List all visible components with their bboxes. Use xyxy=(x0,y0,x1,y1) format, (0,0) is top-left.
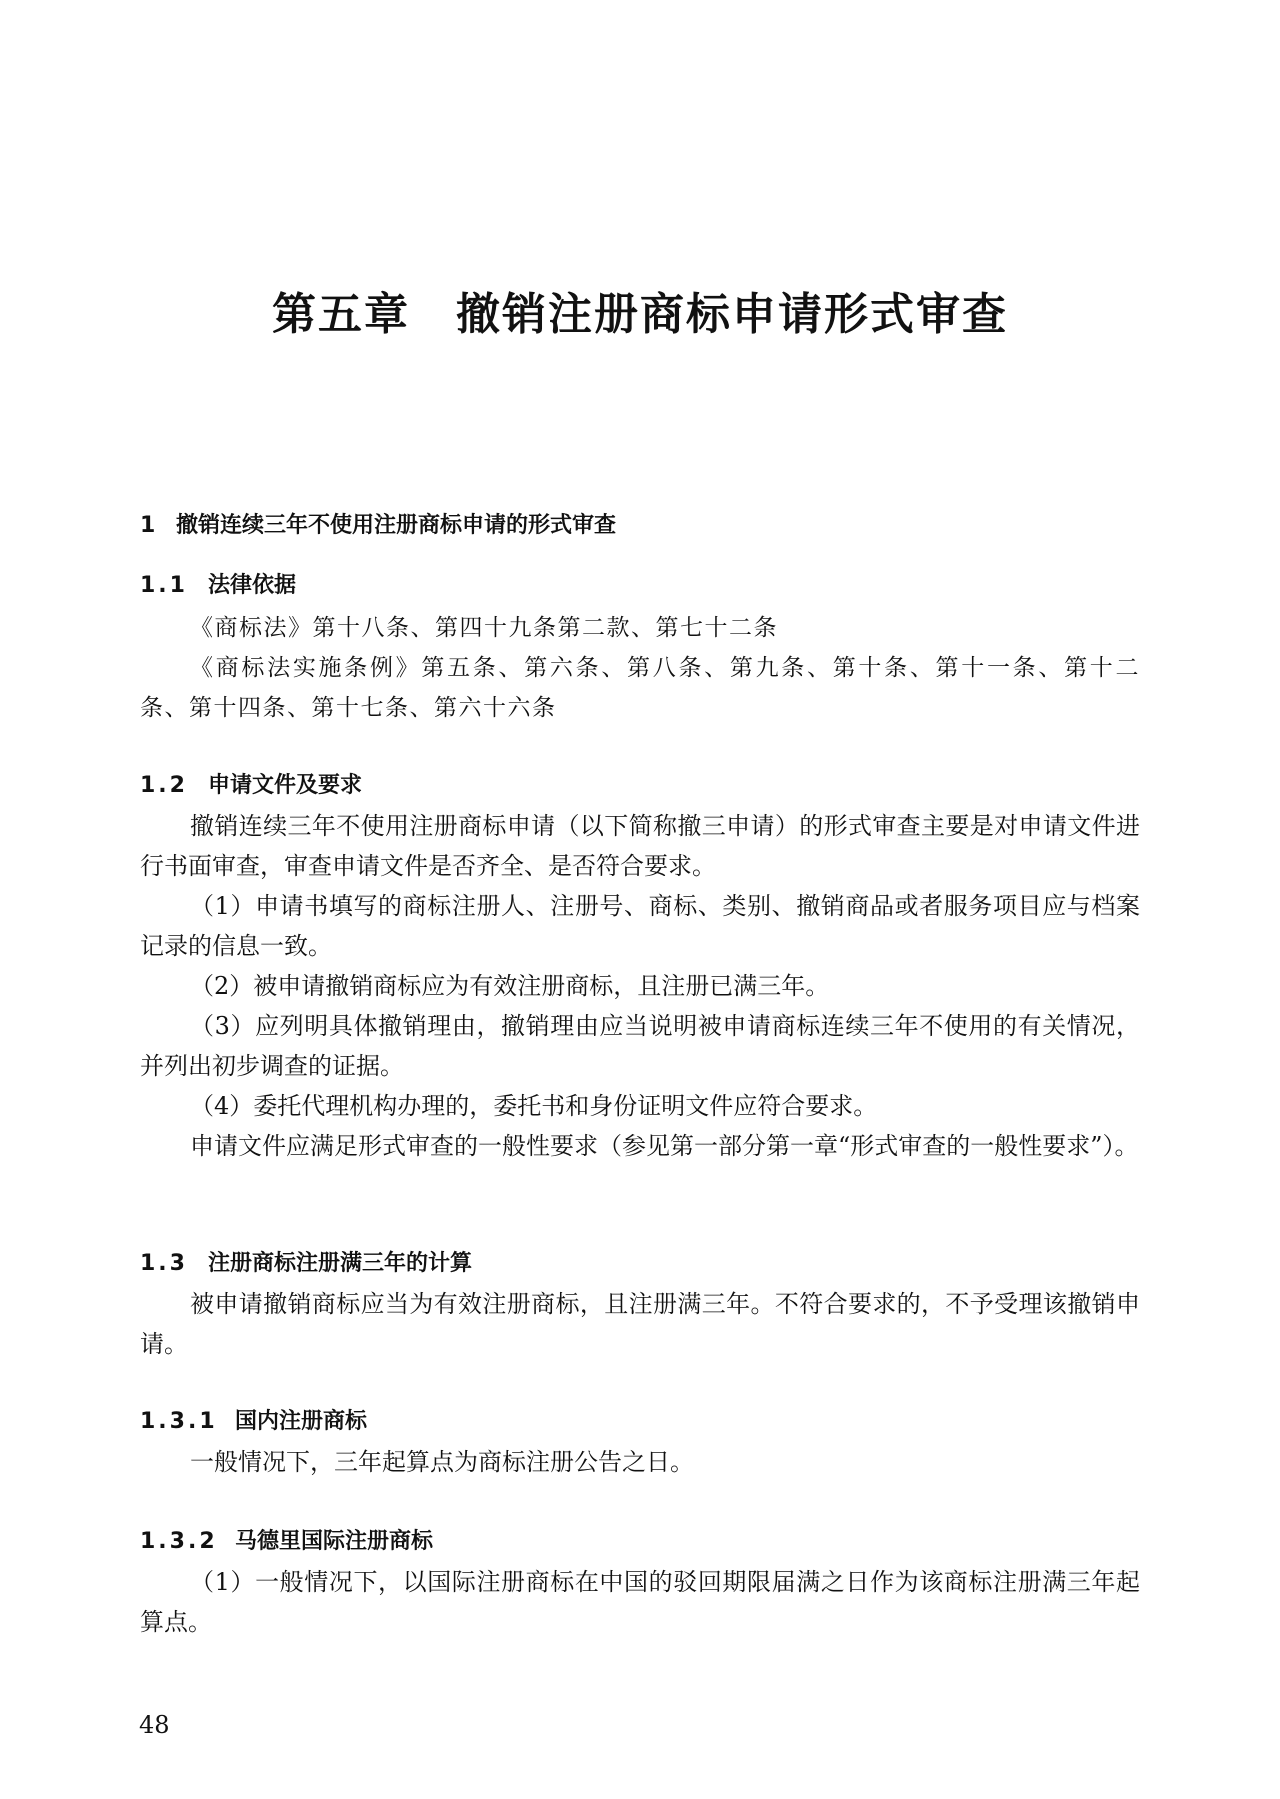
paragraph: （3）应列明具体撤销理由，撤销理由应当说明被申请商标连续三年不使用的有关情况，并列出初步调查的证据。 xyxy=(140,1012,1140,1080)
section-number: 1.2 xyxy=(140,773,188,798)
section-number: 1.1 xyxy=(140,573,188,598)
section-title: 申请文件及要求 xyxy=(208,773,363,798)
paragraph: （1）一般情况下，以国际注册商标在中国的驳回期限届满之日作为该商标注册满三年起算点。 xyxy=(140,1568,1140,1636)
section-title: 撤销连续三年不使用注册商标申请的形式审查 xyxy=(176,513,617,538)
section-heading-1-2 xyxy=(140,770,362,802)
section-title: 马德里国际注册商标 xyxy=(235,1529,434,1554)
section-heading-1-1 xyxy=(140,570,296,602)
section-number: 1.3.2 xyxy=(140,1529,218,1554)
paragraph: 《商标法实施条例》第五条、第六条、第八条、第九条、第十条、第十一条、第十二条、第十四条、第十七条、第六十六条 xyxy=(140,655,1140,721)
paragraph: （1）申请书填写的商标注册人、注册号、商标、类别、撤销商品或者服务项目应与档案记录的信息一致。 xyxy=(140,892,1140,960)
chapter-name: 撤销注册商标申请形式审查 xyxy=(456,289,1008,340)
paragraph: 一般情况下，三年起算点为商标注册公告之日。 xyxy=(190,1448,694,1476)
section-heading-1-3-2 xyxy=(140,1526,433,1558)
section-title: 国内注册商标 xyxy=(235,1409,368,1434)
section-number: 1.3.1 xyxy=(140,1409,218,1434)
page-number: 48 xyxy=(139,1711,170,1739)
paragraph: 撤销连续三年不使用注册商标申请（以下简称撤三申请）的形式审查主要是对申请文件进行书面审查，审查申请文件是否齐全、是否符合要求。 xyxy=(140,812,1140,880)
section-number: 1.3 xyxy=(140,1251,188,1276)
section-heading-1 xyxy=(140,510,616,542)
paragraph: 申请文件应满足形式审查的一般性要求（参见第一部分第一章“形式审查的一般性要求”）。 xyxy=(190,1132,1139,1160)
section-title: 注册商标注册满三年的计算 xyxy=(208,1251,473,1276)
chapter-title xyxy=(0,285,1280,345)
paragraph: （4）委托代理机构办理的，委托书和身份证明文件应符合要求。 xyxy=(190,1092,878,1120)
paragraph: 《商标法》第十八条、第四十九条第二款、第七十二条 xyxy=(190,615,778,641)
paragraph: 被申请撤销商标应当为有效注册商标，且注册满三年。不符合要求的，不予受理该撤销申请。 xyxy=(140,1290,1140,1358)
paragraph: （2）被申请撤销商标应为有效注册商标，且注册已满三年。 xyxy=(190,972,830,1000)
chapter-number: 第五章 xyxy=(272,289,410,340)
section-heading-1-3-1 xyxy=(140,1406,367,1438)
section-number: 1 xyxy=(140,513,156,538)
section-title: 法律依据 xyxy=(208,573,297,598)
section-heading-1-3 xyxy=(140,1248,472,1280)
